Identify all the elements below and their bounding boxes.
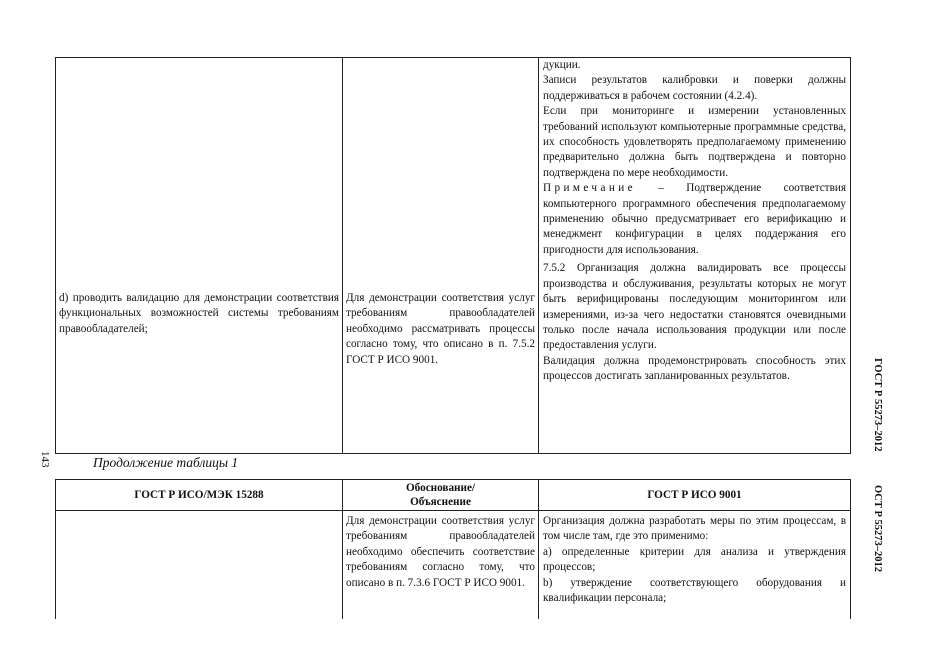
note-text: – Подтверждение соответствия компьютерного программного обеспечения предполагаемому применению обычно предусматривает его верификацию и менеджмент конфигурации в целях поддержания его пригодности для использования. [543,182,846,256]
top-right-cell [539,58,851,454]
table-row [56,58,851,454]
header-col-justification [343,480,539,511]
bottom-left-cell [56,511,343,620]
iso9001-paragraph: Записи результатов калибровки и поверки должны поддерживаться в рабочем состоянии (4.2.4). [543,74,846,102]
running-head: ГОСТ Р 55273–2012 [872,358,883,452]
iso9001-note [543,181,846,258]
iso9001-paragraph: Организация должна разработать меры по этим процессам, в том числе там, где это применимо: [543,515,846,543]
requirement-d-text: d) проводить валидацию для демонстрации соответствия функциональных возможностей системы требованиям правообладателей; [59,292,339,335]
iso9001-text [543,58,846,385]
top-middle-cell [343,58,539,454]
iso9001-paragraph: Валидация должна продемонстрировать способность этих процессов достигать запланированных результатов. [543,354,846,383]
bottom-table [55,479,851,619]
bottom-middle-cell [343,511,539,620]
iso9001-paragraph: Если при мониторинге и измерении установленных требований используют компьютерные программные средства, их способность удовлетворять предполагаемому применению предварительно должна быть подтверждена и повторно подтверждена по мере необходимости. [543,105,846,179]
header-justification-line1: Обоснование/ [405,482,476,494]
header-col-15288: ГОСТ Р ИСО/МЭК 15288 [56,480,343,511]
header-col-9001: ГОСТ Р ИСО 9001 [539,480,851,511]
header-justification-line2: Объяснение [410,496,471,508]
iso9001-text [539,511,850,606]
bottom-right-cell [539,511,851,620]
justification-text: Для демонстрации соответствия услуг требованиям правообладателей необходимо рассматривать процессы согласно тому, что описано в п. 7.5.2 ГОСТ Р ИСО 9001. [346,292,535,366]
table-row [56,511,851,620]
iso9001-list-item: b) утверждение соответствующего оборудования и квалификации персонала; [543,576,846,605]
page-number: 143 [39,451,51,468]
continuation-label: Продолжение таблицы 1 [93,455,239,470]
top-left-cell [56,58,343,454]
justification-text: Для демонстрации соответствия услуг требованиям правообладателей необходимо обеспечить соответствие требованиям согласно тому, что описано в п. 7.3.6 ГОСТ Р ИСО 9001. [346,515,535,589]
note-label: Примечание [543,182,636,195]
table-header-row [56,480,851,511]
iso9001-paragraph: 7.5.2 Организация должна валидировать все процессы производства и обслуживания, результаты которых не могут быть верифицированы последующим мониторингом или измерениями, из-за чего недостатки становятся очевидными только после начала использования продукции или после предоставления услуги. [543,262,846,352]
iso9001-paragraph: дукции. [543,59,581,71]
iso9001-list-item: a) определенные критерии для анализа и утверждения процессов; [543,545,846,574]
running-head-cut: ОСТ Р 55273–2012 [872,485,883,573]
top-table [55,57,851,454]
